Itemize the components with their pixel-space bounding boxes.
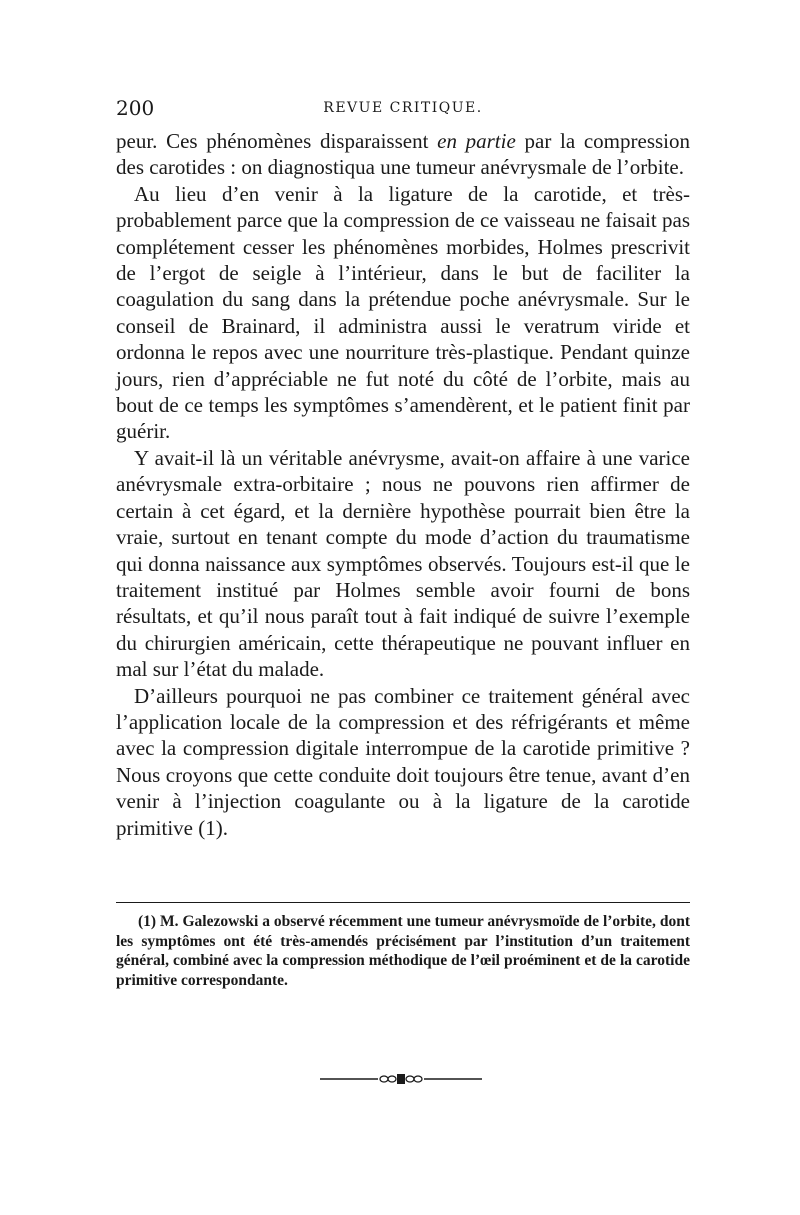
page-number: 200 xyxy=(116,96,155,120)
ornamental-rule-icon xyxy=(320,1072,482,1086)
running-head xyxy=(116,96,690,122)
italic-phrase: en partie xyxy=(437,129,516,153)
paragraph-3: Y avait-il là un véritable anévrysme, avait-on affaire à une varice anévrysmale extra-orbitaire ; nous ne pouvons rien affirmer de certain à cet égard, et la dernière hypothèse pourrait bien être la vraie, surtout en tenant compte du mode d’action du traumatisme qui donna naissance aux symptômes observés. Toujours est-il que le traitement institué par Holmes semble avoir fourni de bons résultats, et qu’il nous paraît tout à fait indiqué de suivre l’exemple du chirurgien américain, cette thérapeutique ne pouvant influer en mal sur l’état du malade. xyxy=(116,445,690,682)
footnote: (1) M. Galezowski a observé récemment une tumeur anévrysmoïde de l’orbite, dont les symptômes ont été très-amendés précisément par l’institution d’un traitement général, combiné avec la compression méthodique de l’œil proéminent et de la carotide primitive correspondante. xyxy=(116,913,690,989)
main-text xyxy=(116,128,690,841)
paragraph-1-end: par la compression des carotides : on diagnostiqua une tumeur anévrysmale de l’orbite. xyxy=(116,129,691,180)
paragraph-4: D’ailleurs pourquoi ne pas combiner ce traitement général avec l’application locale de la compression et des réfrigérants et même avec la compression digitale interrompue de la carotide primitive ? Nous croyons que cette conduite doit toujours être tenue, avant d’en venir à l’injection coagulante ou à la ligature de la carotide primitive (1). xyxy=(116,683,690,840)
paragraph-continued xyxy=(116,128,690,181)
paragraph-2: Au lieu d’en venir à la ligature de la carotide, et très-probablement parce que la compression de ce vaisseau ne faisait pas complétement cesser les phénomènes morbides, Holmes prescrivit de l’ergot de seigle à l’intérieur, dans le but de faciliter la coagulation du sang dans la prétendue poche anévrysmale. Sur le conseil de Brainard, il administra aussi le veratrum viride et ordonna le repos avec une nourriture très-plastique. Pendant quinze jours, rien d’appréciable ne fut noté du côté de l’orbite, mais au bout de ce temps les symptômes s’amendèrent, et le patient finit par guérir. xyxy=(116,181,690,444)
footnote-divider xyxy=(116,902,690,903)
paragraph-1-start: peur. Ces phénomènes disparaissent xyxy=(116,129,438,153)
running-title: REVUE CRITIQUE. xyxy=(323,100,483,116)
